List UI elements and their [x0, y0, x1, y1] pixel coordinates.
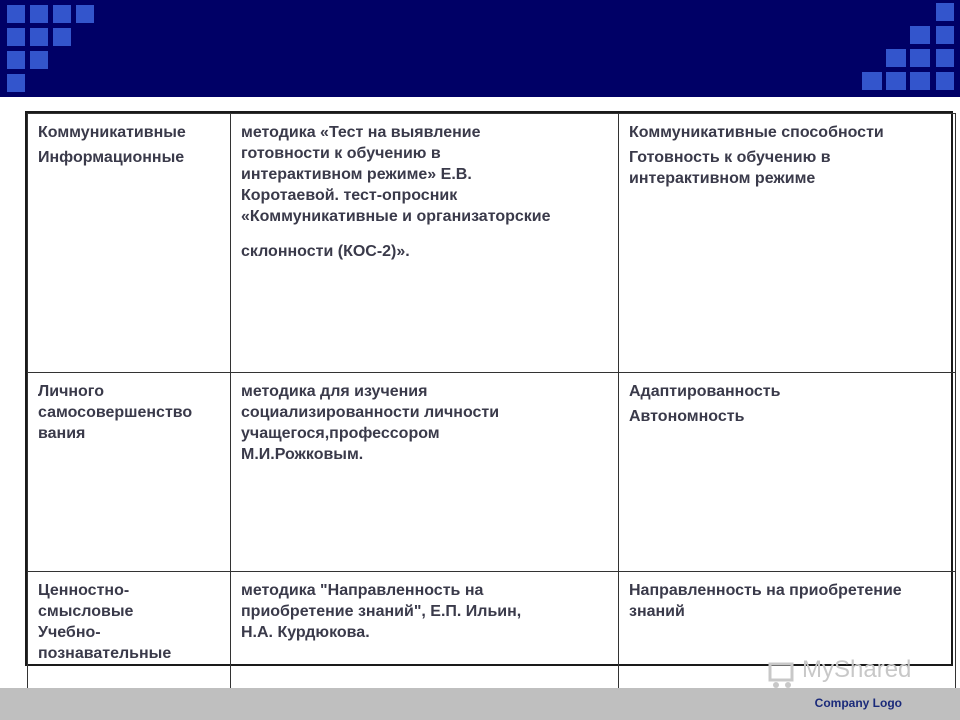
cell-line: склонности (КОС-2)».	[241, 243, 410, 260]
table-cell-category	[28, 572, 231, 703]
cell-line: вания	[38, 425, 86, 442]
decor-square	[886, 49, 906, 67]
cell-line: Ценностно-	[38, 582, 130, 599]
decor-square	[7, 74, 25, 92]
decor-square	[30, 5, 48, 23]
cell-line: Коротаевой. тест-опросник	[241, 187, 458, 204]
decor-square	[862, 72, 882, 90]
cell-line: познавательные	[38, 645, 172, 662]
table-cell-result	[619, 114, 956, 373]
cell-line: методика "Направленность на	[241, 582, 484, 599]
decor-square	[886, 72, 906, 90]
cell-line: Учебно-	[38, 624, 101, 641]
cart-icon	[768, 660, 798, 690]
decor-square	[910, 72, 930, 90]
cell-line: М.И.Рожковым.	[241, 446, 364, 463]
decor-square	[30, 51, 48, 69]
cell-line: Адаптированность	[629, 383, 781, 400]
decor-square	[936, 49, 954, 67]
decor-square	[53, 28, 71, 46]
cell-line: учащегося,профессором	[241, 425, 440, 442]
cell-line: готовности к обучению в	[241, 145, 441, 162]
watermark-text: MyShared	[802, 656, 912, 683]
cell-line: Н.А. Курдюкова.	[241, 624, 370, 641]
cell-line: методика «Тест на выявление	[241, 124, 481, 141]
cell-line: интерактивном режиме» Е.В.	[241, 166, 472, 183]
cell-line: Личного	[38, 383, 105, 400]
decor-square	[30, 28, 48, 46]
cell-line: социализированности личности	[241, 404, 500, 421]
cell-line: Информационные	[38, 149, 185, 166]
cell-line: методика для изучения	[241, 383, 428, 400]
decor-square	[7, 28, 25, 46]
table-cell-method	[231, 373, 619, 572]
cell-line: знаний	[629, 603, 685, 620]
cell-line: Коммуникативные	[38, 124, 186, 141]
company-logo: Company Logo	[814, 696, 902, 710]
decor-square	[910, 26, 930, 44]
cell-line: самосовершенство	[38, 404, 193, 421]
decor-square	[936, 72, 954, 90]
decor-square	[76, 5, 94, 23]
decor-square	[936, 26, 954, 44]
cell-line: «Коммуникативные и организаторские	[241, 208, 551, 225]
cell-line: Готовность к обучению в	[629, 149, 831, 166]
table-row	[28, 114, 956, 373]
cell-line: смысловые	[38, 603, 134, 620]
decor-square	[936, 3, 954, 21]
decor-square	[7, 5, 25, 23]
decor-square	[910, 49, 930, 67]
table-cell-category	[28, 114, 231, 373]
table-cell-method	[231, 114, 619, 373]
cell-line: интерактивном режиме	[629, 170, 816, 187]
table-cell-method	[231, 572, 619, 703]
table-cell-category	[28, 373, 231, 572]
decor-square	[7, 51, 25, 69]
cell-line: Коммуникативные способности	[629, 124, 884, 141]
table-row	[28, 373, 956, 572]
cell-line: Направленность на приобретение	[629, 582, 902, 599]
content-table	[25, 111, 953, 666]
table-cell-result	[619, 373, 956, 572]
decor-square	[53, 5, 71, 23]
cell-line: Автономность	[629, 408, 745, 425]
cell-line: приобретение знаний", Е.П. Ильин,	[241, 603, 522, 620]
header-band	[0, 0, 960, 97]
